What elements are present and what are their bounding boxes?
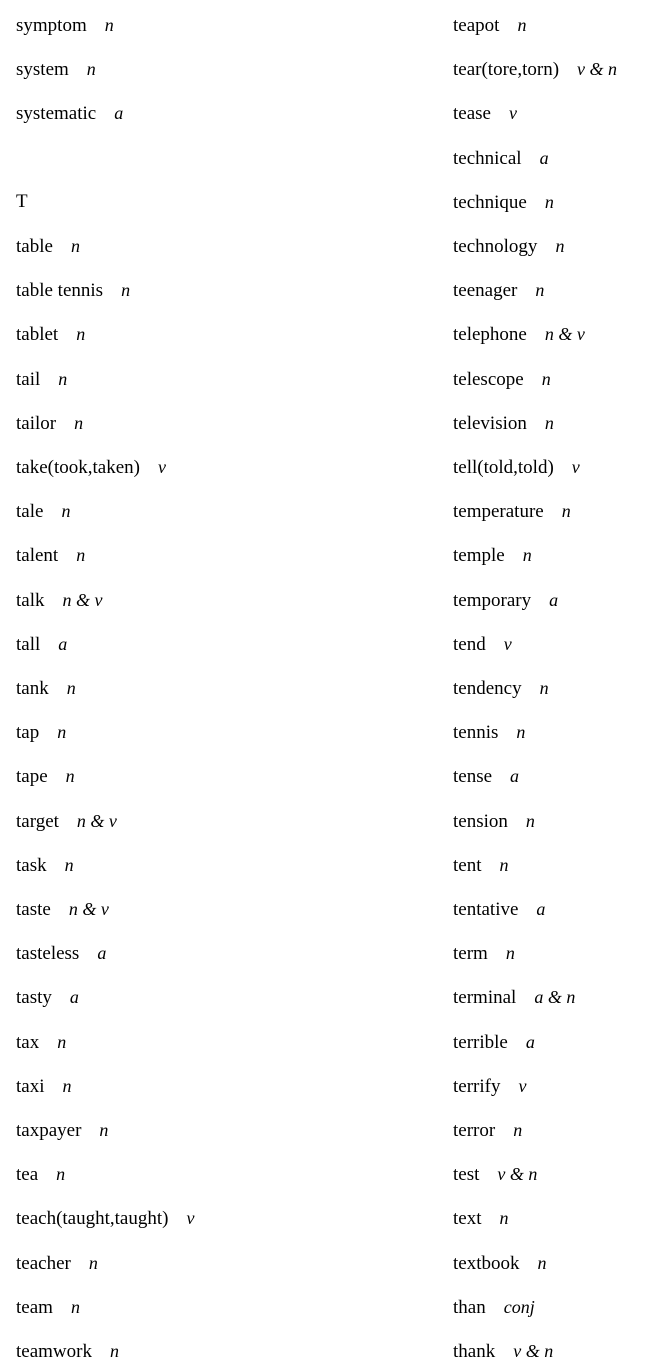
word-entry <box>453 985 575 1009</box>
word-entry <box>453 278 544 302</box>
part-of-speech: n <box>86 59 96 79</box>
part-of-speech: n <box>109 1341 119 1361</box>
word-entry <box>453 632 512 656</box>
part-of-speech: n <box>539 678 549 698</box>
part-of-speech: v & n <box>497 1164 538 1184</box>
word-entry <box>16 1295 80 1319</box>
word-entry <box>16 588 103 612</box>
word-entry <box>453 1339 553 1363</box>
part-of-speech: v <box>186 1208 195 1228</box>
word: task <box>16 855 47 876</box>
word-entry <box>453 101 517 125</box>
word: tell(told,told) <box>453 457 554 478</box>
word: taxi <box>16 1076 45 1097</box>
part-of-speech: n <box>76 545 86 565</box>
part-of-speech: n <box>58 369 68 389</box>
part-of-speech: n <box>76 324 86 344</box>
part-of-speech: a & n <box>534 987 576 1007</box>
word-entry <box>16 234 80 258</box>
word-entry <box>453 764 519 788</box>
word-entry <box>16 676 76 700</box>
part-of-speech: n <box>61 501 71 521</box>
word: thank <box>453 1341 496 1362</box>
word: tailor <box>16 413 57 434</box>
part-of-speech: v & n <box>577 59 618 79</box>
word: technology <box>453 236 538 257</box>
word-entry <box>16 411 83 435</box>
word: take(took,taken) <box>16 457 140 478</box>
part-of-speech: a <box>539 148 549 168</box>
word-entry <box>453 1118 522 1142</box>
part-of-speech: n & v <box>544 324 585 344</box>
word: tail <box>16 369 41 390</box>
word-entry <box>16 499 70 523</box>
word: symptom <box>16 15 87 36</box>
word-entry <box>16 1030 66 1054</box>
word-entry <box>453 499 571 523</box>
word: tease <box>453 103 491 124</box>
word: teapot <box>453 15 500 36</box>
word: terrible <box>453 1032 508 1053</box>
word-entry <box>16 322 85 346</box>
word: technical <box>453 148 522 169</box>
word: talent <box>16 545 59 566</box>
word-entry <box>453 1206 509 1230</box>
word-entry <box>16 853 74 877</box>
part-of-speech: n <box>541 369 551 389</box>
part-of-speech: n <box>56 1164 66 1184</box>
word-entry <box>16 941 106 965</box>
part-of-speech: n <box>517 15 527 35</box>
word-entry <box>16 1074 72 1098</box>
part-of-speech: n <box>544 413 554 433</box>
word-entry <box>453 13 526 37</box>
word-entry <box>16 1339 119 1363</box>
word-entry <box>453 1162 537 1186</box>
word: table tennis <box>16 280 104 301</box>
word-entry <box>453 322 585 346</box>
word: telephone <box>453 324 527 345</box>
part-of-speech: n <box>88 1253 98 1273</box>
part-of-speech: n <box>57 1032 67 1052</box>
word-entry <box>16 101 123 125</box>
part-of-speech: v <box>508 103 517 123</box>
part-of-speech: n <box>66 678 76 698</box>
word: temperature <box>453 501 544 522</box>
word: systematic <box>16 103 97 124</box>
word-entry <box>16 809 117 833</box>
word-entry <box>16 278 130 302</box>
word: tense <box>453 766 493 787</box>
word: terror <box>453 1120 496 1141</box>
word: technique <box>453 192 527 213</box>
word-entry <box>453 367 551 391</box>
word-entry <box>453 676 549 700</box>
word-entry <box>16 543 85 567</box>
part-of-speech: a <box>114 103 124 123</box>
word-entry <box>453 588 558 612</box>
part-of-speech: a <box>510 766 520 786</box>
word: tendency <box>453 678 522 699</box>
part-of-speech: a <box>525 1032 535 1052</box>
part-of-speech: n <box>561 501 571 521</box>
word-entry <box>453 941 515 965</box>
part-of-speech: v <box>518 1076 527 1096</box>
word-entry <box>453 190 554 214</box>
part-of-speech: n <box>99 1120 109 1140</box>
word: tap <box>16 722 40 743</box>
part-of-speech: n <box>57 722 67 742</box>
word-entry <box>453 720 525 744</box>
word: tall <box>16 634 41 655</box>
word-entry <box>16 1162 65 1186</box>
part-of-speech: n <box>513 1120 523 1140</box>
word: tension <box>453 811 508 832</box>
section-letter: T <box>16 191 28 212</box>
word: tablet <box>16 324 59 345</box>
part-of-speech: v & n <box>513 1341 554 1361</box>
word: taste <box>16 899 51 920</box>
word-entry <box>453 897 545 921</box>
word: teacher <box>16 1253 71 1274</box>
word-entry <box>16 1206 194 1230</box>
part-of-speech: n <box>537 1253 547 1273</box>
part-of-speech: n <box>70 236 80 256</box>
word-entry <box>453 1030 535 1054</box>
part-of-speech: n <box>544 192 554 212</box>
part-of-speech: n <box>70 1297 80 1317</box>
word-entry <box>16 57 96 81</box>
word: temporary <box>453 590 532 611</box>
word-entry <box>16 1118 108 1142</box>
word-entry <box>453 1295 535 1319</box>
word: tape <box>16 766 48 787</box>
word: telescope <box>453 369 524 390</box>
word-entry <box>16 985 79 1009</box>
word: tasteless <box>16 943 80 964</box>
part-of-speech: a <box>69 987 79 1007</box>
part-of-speech: n <box>535 280 545 300</box>
word: term <box>453 943 488 964</box>
part-of-speech: v <box>503 634 512 654</box>
word-entry <box>453 809 535 833</box>
part-of-speech: n & v <box>62 590 103 610</box>
word-entry <box>16 13 114 37</box>
word: tank <box>16 678 49 699</box>
part-of-speech: n <box>525 811 535 831</box>
word: teach(taught,taught) <box>16 1208 169 1229</box>
word-entry <box>453 57 617 81</box>
part-of-speech: n <box>65 766 75 786</box>
part-of-speech: n <box>104 15 114 35</box>
word: tale <box>16 501 44 522</box>
word: team <box>16 1297 53 1318</box>
part-of-speech: n <box>505 943 515 963</box>
word: teamwork <box>16 1341 92 1362</box>
part-of-speech: n <box>64 855 74 875</box>
part-of-speech: n & v <box>76 811 117 831</box>
part-of-speech: v <box>571 457 580 477</box>
word: tentative <box>453 899 519 920</box>
word: than <box>453 1297 486 1318</box>
word-entry <box>453 853 509 877</box>
word: terrify <box>453 1076 501 1097</box>
part-of-speech: n <box>516 722 526 742</box>
part-of-speech: a <box>58 634 68 654</box>
part-of-speech: n <box>62 1076 72 1096</box>
word-entry <box>16 455 166 479</box>
word: teenager <box>453 280 518 301</box>
part-of-speech: a <box>97 943 107 963</box>
word: tax <box>16 1032 40 1053</box>
word: tend <box>453 634 486 655</box>
word-entry <box>16 720 66 744</box>
word-entry <box>16 367 67 391</box>
word-entry <box>453 411 554 435</box>
word: textbook <box>453 1253 520 1274</box>
word: tea <box>16 1164 39 1185</box>
word: test <box>453 1164 480 1185</box>
part-of-speech: n & v <box>68 899 109 919</box>
part-of-speech: n <box>555 236 565 256</box>
part-of-speech: n <box>74 413 84 433</box>
word: table <box>16 236 53 257</box>
part-of-speech: conj <box>503 1297 535 1317</box>
word-entry <box>453 1074 526 1098</box>
word-entry <box>453 234 564 258</box>
part-of-speech: v <box>157 457 166 477</box>
word-entry <box>16 1251 98 1275</box>
word-entry <box>453 1251 547 1275</box>
word-entry <box>16 897 109 921</box>
word: tasty <box>16 987 52 1008</box>
word: tent <box>453 855 482 876</box>
part-of-speech: n <box>499 1208 509 1228</box>
word: terminal <box>453 987 517 1008</box>
word-entry <box>16 632 67 656</box>
word-entry <box>453 146 549 170</box>
word: tennis <box>453 722 499 743</box>
word: text <box>453 1208 482 1229</box>
word: target <box>16 811 59 832</box>
part-of-speech: n <box>522 545 532 565</box>
word: talk <box>16 590 45 611</box>
word: system <box>16 59 69 80</box>
word: tear(tore,torn) <box>453 59 560 80</box>
part-of-speech: a <box>549 590 559 610</box>
word: temple <box>453 545 505 566</box>
word: television <box>453 413 527 434</box>
part-of-speech: n <box>499 855 509 875</box>
part-of-speech: n <box>121 280 131 300</box>
word: taxpayer <box>16 1120 82 1141</box>
word-entry <box>453 455 580 479</box>
part-of-speech: a <box>536 899 546 919</box>
word-entry <box>453 543 532 567</box>
section-letter-heading <box>16 190 28 214</box>
word-entry <box>16 764 75 788</box>
